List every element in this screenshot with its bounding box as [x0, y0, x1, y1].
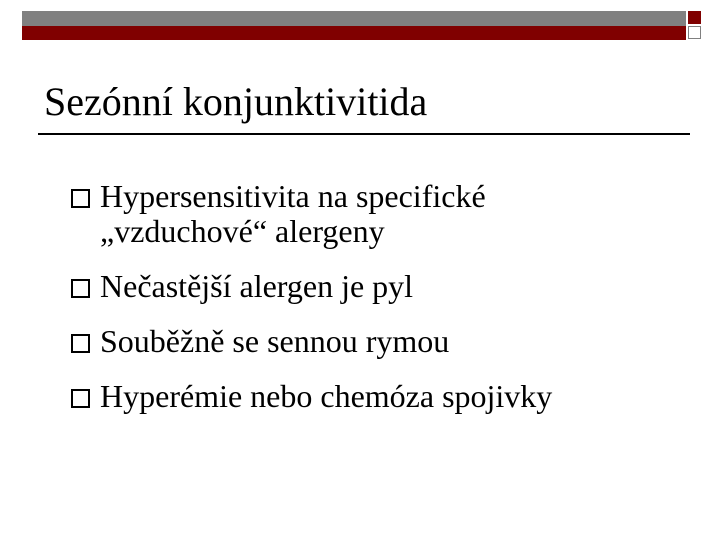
corner-square-filled — [688, 11, 701, 24]
bullet-item — [71, 379, 552, 414]
bullet-text: Hypersensitivita na specifické — [100, 178, 486, 214]
bullet-text: Nečastější alergen je pyl — [100, 268, 414, 304]
bullet-item — [71, 269, 552, 304]
hollow-square-icon — [71, 389, 90, 408]
slide-title: Sezónní konjunktivitida — [44, 79, 428, 124]
hollow-square-icon — [71, 189, 90, 208]
title-underline — [38, 133, 690, 135]
bullet-item — [71, 179, 552, 249]
bullet-text: Souběžně se sennou rymou — [100, 323, 450, 359]
bullet-list — [71, 179, 552, 434]
bullet-text: Hyperémie nebo chemóza spojivky — [100, 378, 553, 414]
header-band-gray — [22, 11, 686, 26]
hollow-square-icon — [71, 279, 90, 298]
bullet-text-continuation: „vzduchové“ alergeny — [100, 213, 385, 249]
hollow-square-icon — [71, 334, 90, 353]
header-band-dark-red — [22, 26, 686, 40]
corner-square-outline — [688, 26, 701, 39]
bullet-item — [71, 324, 552, 359]
